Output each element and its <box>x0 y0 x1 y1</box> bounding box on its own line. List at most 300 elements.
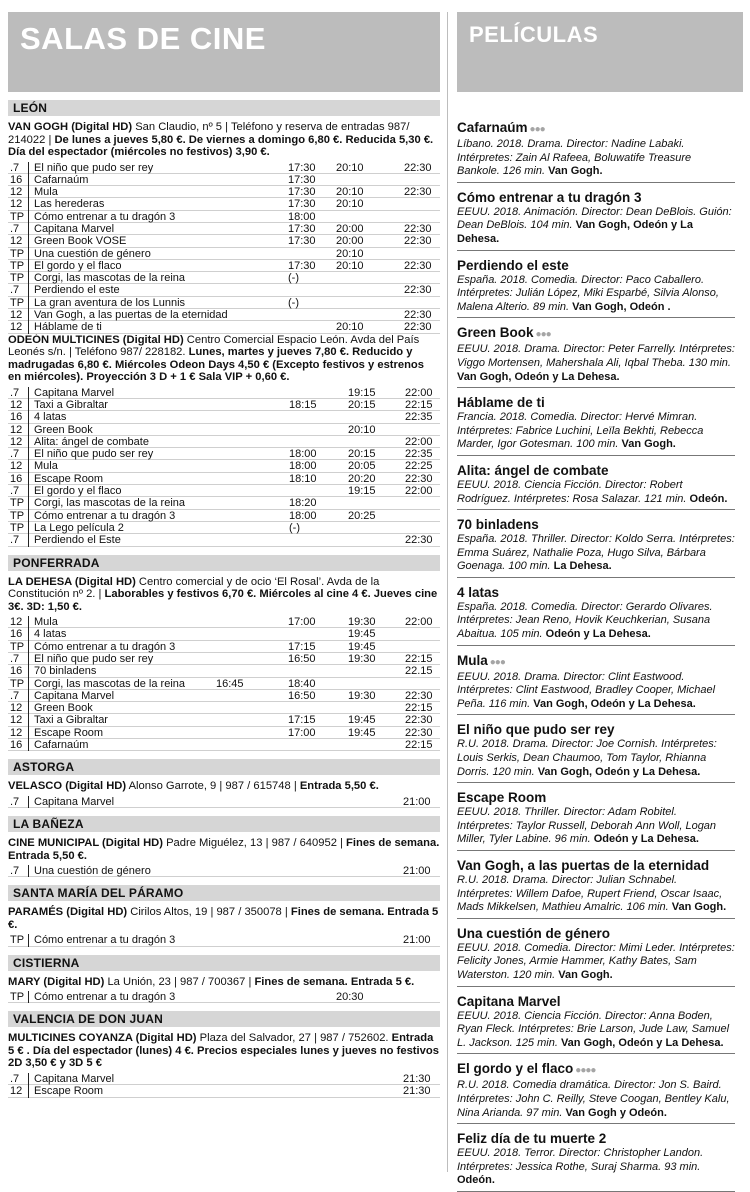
showtime: 22:15 <box>405 652 433 665</box>
showtime: 22:30 <box>404 186 432 199</box>
movie-heading <box>457 1061 735 1079</box>
showtime: 20:25 <box>348 509 376 522</box>
showtime-row <box>8 739 440 751</box>
showtime: 19:45 <box>348 628 376 641</box>
movie-cinemas: Odeón y La Dehesa. <box>593 833 699 846</box>
region-header: PONFERRADA <box>8 555 440 571</box>
showtime: 19:15 <box>348 485 376 498</box>
showtime-row <box>8 186 440 198</box>
showtime: 18:40 <box>288 677 316 690</box>
movie-details: EEUU. 2018. Drama. Director: Peter Farrelly. Intérpretes: Viggo Mortensen, Mahershala Ali, Iqbal Theba. 130 min. <box>457 343 735 369</box>
rating: 12 <box>10 616 23 629</box>
cinema-info <box>8 976 440 989</box>
rating: .7 <box>10 865 20 878</box>
showtime-row <box>8 411 440 423</box>
showtime-row <box>8 934 440 946</box>
showtime: 17:00 <box>288 616 316 629</box>
movie-details: España. 2018. Thriller. Director: Koldo Serra. Intérpretes: Emma Suárez, Nathalie Poza, Hugo Silva, Bárbara Goenaga. 100 min. <box>457 533 735 573</box>
rating: .7 <box>10 222 20 235</box>
movie-heading <box>457 722 735 738</box>
rating: TP <box>10 497 25 510</box>
region-header: SANTA MARÍA DEL PÁRAMO <box>8 885 440 901</box>
showtime: 17:30 <box>288 173 316 186</box>
rating: TP <box>10 509 25 522</box>
movie-title: 70 binladens <box>28 665 96 677</box>
showtime-row <box>8 235 440 247</box>
showtime: 16:50 <box>288 652 316 665</box>
movie-details: Líbano. 2018. Drama. Director: Nadine Labaki. Intérpretes: Zain Al Rafeea, Boluwatife Treasure Bankole. 126 min. <box>457 138 692 178</box>
movie-title: El niño que pudo ser rey <box>28 448 153 460</box>
showtime: 16:45 <box>216 677 244 690</box>
showtime: 17:30 <box>288 235 316 248</box>
showtime-row <box>8 690 440 702</box>
showtime-row <box>8 284 440 296</box>
showtime-row <box>8 497 440 509</box>
cinema-prices: De lunes a jueves 5,80 €. De viernes a domingo 6,80 €. Reducida 5,30 €. Día del espectador (miércoles no festivos) 3,90 €. <box>8 133 434 158</box>
movie-title: Cómo entrenar a tu dragón 3 <box>457 189 642 205</box>
movie-title: El gordo y el flaco <box>457 1061 574 1077</box>
regions-list <box>8 100 440 1098</box>
movie-description <box>457 806 735 847</box>
showtime: 21:00 <box>403 934 431 947</box>
movie-title: Escape Room <box>28 727 103 739</box>
showtime: 20:00 <box>336 235 364 248</box>
showtime: 20:10 <box>336 186 364 199</box>
movie-title: Háblame de ti <box>28 321 102 333</box>
rating: .7 <box>10 485 20 498</box>
showtime-row <box>8 424 440 436</box>
movie-title: Capitana Marvel <box>28 387 114 399</box>
showtime-row <box>8 485 440 497</box>
showtime: 20:10 <box>336 259 364 272</box>
movie-title: Alita: ángel de combate <box>457 462 609 478</box>
showtimes-table <box>8 616 440 751</box>
showtime: 22:30 <box>405 534 433 547</box>
cinema-info <box>8 906 440 931</box>
showtimes-table <box>8 934 440 946</box>
cinemas-banner <box>8 12 440 92</box>
rating: 16 <box>10 173 23 186</box>
movie-title: Green Book <box>28 424 93 436</box>
movie-details: R.U. 2018. Drama. Director: Joe Cornish. Intérpretes: Louis Serkis, Dean Chaumoo, Tom Taylor, Rhianna Dorris. 120 min. <box>457 738 717 778</box>
movie-entry <box>457 1131 735 1192</box>
movie-title: Cómo entrenar a tu dragón 3 <box>28 510 175 522</box>
movie-title: Green Book <box>457 325 534 341</box>
movie-description <box>457 942 735 983</box>
movie-title: 4 latas <box>28 628 66 640</box>
movie-details: EEUU. 2018. Thriller. Director: Adam Robitel. Intérpretes: Taylor Russell, Deborah Ann Woll, Logan Miller, Tyler Labine. 96 min. <box>457 806 717 846</box>
movie-title: Cafarnaúm <box>28 739 88 751</box>
movie-title: Corgi, las mascotas de la reina <box>28 678 185 690</box>
rating: 12 <box>10 423 23 436</box>
rating: TP <box>10 210 25 223</box>
cinemas-title: SALAS DE CINE <box>20 21 266 56</box>
rating: 12 <box>10 398 23 411</box>
movie-entry <box>457 395 735 456</box>
showtime-row <box>8 727 440 739</box>
rating-dots: ●●●● <box>575 1065 596 1077</box>
showtime-row <box>8 534 440 546</box>
showtime: 19:30 <box>348 689 376 702</box>
movie-heading <box>457 258 735 274</box>
movie-heading <box>457 325 735 343</box>
showtime: 22:30 <box>404 321 432 334</box>
showtime-row <box>8 174 440 186</box>
showtime: 20:10 <box>336 321 364 334</box>
movie-cinemas: Van Gogh, Odeón y La Dehesa. <box>533 697 696 710</box>
cinema-address: La Unión, 23 | 987 / 700367 | <box>104 975 255 988</box>
showtimes-table <box>8 796 440 808</box>
rating: TP <box>10 296 25 309</box>
cinema-prices: Laborables y festivos 6,70 €. Miércoles al cine 4 €. Jueves cine 3€. 3D: 1,50 €. <box>8 588 438 613</box>
cinema-info <box>8 837 440 862</box>
showtime-row <box>8 714 440 726</box>
rating-dots: ●●● <box>535 329 551 341</box>
showtime: 21:30 <box>403 1085 431 1098</box>
movie-details: EEUU. 2018. Ciencia Ficción. Director: Anna Boden, Ryan Fleck. Intérpretes: Brie Larson, Jude Law, Samuel L. Jackson. 125 min. <box>457 1009 730 1049</box>
showtime: 20:00 <box>336 222 364 235</box>
movie-title: Mula <box>28 460 58 472</box>
movie-cinemas: Van Gogh, Odeón y La Dehesa. <box>457 370 620 383</box>
rating: .7 <box>10 689 20 702</box>
showtime-row <box>8 211 440 223</box>
rating: .7 <box>10 652 20 665</box>
rating: 12 <box>10 714 23 727</box>
cinema-name: MARY (Digital HD) <box>8 975 105 988</box>
rating: TP <box>10 991 25 1004</box>
showtime-row <box>8 297 440 309</box>
showtime-row <box>8 387 440 399</box>
showtimes-table <box>8 865 440 877</box>
movie-title: Las herederas <box>28 198 104 210</box>
showtime: 20:15 <box>348 448 376 461</box>
showtime-row <box>8 678 440 690</box>
rating: 12 <box>10 1085 23 1098</box>
cinema-prices: Fines de semana. Entrada 5 €. <box>254 975 415 988</box>
showtime-row <box>8 198 440 210</box>
showtime-row <box>8 321 440 333</box>
movie-title: Capitana Marvel <box>457 993 561 1009</box>
showtimes-table <box>8 991 440 1003</box>
movie-title: Van Gogh, a las puertas de la eternidad <box>457 858 710 873</box>
showtime-row <box>8 223 440 235</box>
cinema-info <box>8 576 440 614</box>
movies-column <box>455 12 743 1187</box>
movie-title: Perdiendo el Este <box>28 534 121 546</box>
movie-title: Van Gogh, a las puertas de la eternidad <box>28 309 228 321</box>
showtime-row <box>8 665 440 677</box>
movie-heading <box>457 790 735 806</box>
showtime: 21:00 <box>403 865 431 878</box>
movie-entry <box>457 926 735 987</box>
rating: 12 <box>10 726 23 739</box>
movie-title: Mula <box>457 652 488 668</box>
showtime: 19:15 <box>348 386 376 399</box>
movie-description <box>457 206 735 247</box>
movie-details: Francia. 2018. Comedia. Director: Hervé Mimran. Intérpretes: Fabrice Luchini, Leïla Bekhti, Rebecca Marder, Igor Gotesman. 100 min. <box>457 411 704 451</box>
showtime: 20:10 <box>336 247 364 260</box>
showtime: 19:30 <box>348 652 376 665</box>
movie-description <box>457 671 735 712</box>
rating: .7 <box>10 284 20 297</box>
showtime: 17:15 <box>288 714 316 727</box>
cinema-address: Alonso Garrote, 9 | 987 / 615748 | <box>126 780 300 793</box>
movie-cinemas: Van Gogh. <box>548 165 603 178</box>
cinema-prices: Entrada 5,50 €. <box>299 780 379 793</box>
movie-title: Alita: ángel de combate <box>28 436 149 448</box>
movie-description <box>457 1010 735 1051</box>
movie-cinemas: Odeón. <box>457 1174 495 1187</box>
showtime: 18:00 <box>289 448 317 461</box>
showtime-row <box>8 991 440 1003</box>
rating: .7 <box>10 534 20 547</box>
cinema-address: San Claudio, nº 5 | Teléfono y reserva de entradas 987/ 214022 | <box>8 121 410 146</box>
showtime: 20:10 <box>348 423 376 436</box>
cinema-prices: Lunes, martes y jueves 7,80 €. Reducido y madrugadas 6,80 €. Miércoles Odeon Days 4,50 € (Excepto festivos y estrenos en miércoles). Proyección 3 D + 1 € Sala VIP + 0,60 €. <box>8 346 424 384</box>
movie-title: Cómo entrenar a tu dragón 3 <box>28 934 175 946</box>
cinema-name: ODEÓN MULTICINES (Digital HD) <box>8 333 184 346</box>
movie-heading <box>457 463 735 479</box>
movie-heading <box>457 120 735 138</box>
showtime-row <box>8 865 440 877</box>
movie-title: Capitana Marvel <box>28 690 114 702</box>
showtime: 19:45 <box>348 640 376 653</box>
showtime: 22:30 <box>404 259 432 272</box>
showtimes-table <box>8 387 440 547</box>
movie-title: El niño que pudo ser rey <box>28 653 153 665</box>
movie-title: Capitana Marvel <box>28 1073 114 1085</box>
movie-description <box>457 411 735 452</box>
cinema-prices: Entrada 5 € . Día del espectador (lunes) 4 €. Precios especiales lunes y jueves no festivos 2D 3,50 € y 3D 5 € <box>8 1032 439 1070</box>
showtime: 22:30 <box>405 472 433 485</box>
rating: 16 <box>10 411 23 424</box>
rating: TP <box>10 934 25 947</box>
showtime: 22:30 <box>404 235 432 248</box>
movie-entry <box>457 190 735 251</box>
cinema-name: VELASCO (Digital HD) <box>8 780 127 793</box>
rating: TP <box>10 521 25 534</box>
movie-title: Perdiendo el este <box>457 257 569 273</box>
showtime: 22:30 <box>405 714 433 727</box>
cinema-address: Cirilos Altos, 19 | 987 / 350078 | <box>127 906 291 919</box>
movie-details: EEUU. 2018. Ciencia Ficción. Director: Robert Rodríguez. Intérpretes: Rosa Salazar. 121 min. <box>457 478 690 505</box>
showtime: 19:45 <box>348 714 376 727</box>
showtime-row <box>8 796 440 808</box>
movie-title: El niño que pudo ser rey <box>28 162 153 174</box>
showtime: 20:30 <box>336 991 364 1004</box>
showtime: 17:30 <box>288 222 316 235</box>
cinema-name: VAN GOGH (Digital HD) <box>8 121 133 133</box>
movie-title: Taxi a Gibraltar <box>28 714 108 726</box>
cinema-name: PARAMÉS (Digital HD) <box>8 906 128 919</box>
showtime: 19:30 <box>348 616 376 629</box>
movie-cinemas: Odeón. <box>689 492 728 505</box>
rating: 12 <box>10 309 23 322</box>
movie-title: Capitana Marvel <box>28 223 114 235</box>
movie-cinemas: Van Gogh, Odeón y La Dehesa. <box>457 219 693 245</box>
movie-heading <box>457 653 735 671</box>
showtime: 22:15 <box>405 702 433 715</box>
movie-description <box>457 533 735 574</box>
showtime: 22:15 <box>405 398 433 411</box>
showtime: 22:35 <box>405 448 433 461</box>
movie-title: Feliz día de tu muerte 2 <box>457 1131 607 1147</box>
cinema-name: CINE MUNICIPAL (Digital HD) <box>8 837 163 850</box>
movie-entry <box>457 722 735 783</box>
rating: 16 <box>10 665 23 678</box>
rating-dots: ●●● <box>529 124 545 135</box>
rating: 12 <box>10 321 23 334</box>
showtime-row <box>8 653 440 665</box>
showtime: 18:00 <box>288 210 316 223</box>
movie-title: Escape Room <box>28 1085 103 1097</box>
cinema-address: Centro Comercial Espacio León. Avda del País Leonés s/n. | Teléfono 987/ 228182. <box>8 333 420 359</box>
movie-heading <box>457 926 735 942</box>
movie-entry <box>457 790 735 851</box>
rating: .7 <box>10 161 20 174</box>
movie-title: El gordo y el flaco <box>28 485 121 497</box>
showtime: 18:15 <box>289 398 317 411</box>
showtime-row <box>8 702 440 714</box>
showtime: 20:10 <box>336 161 364 174</box>
movie-description <box>457 738 735 779</box>
cinemas-column <box>8 12 440 1172</box>
movie-title: Una cuestión de género <box>457 925 611 941</box>
movie-details: EEUU. 2018. Animación. Director: Dean DeBlois. Guión: Dean DeBlois. 104 min. <box>457 205 732 232</box>
movie-description <box>457 274 735 315</box>
showtime: 20:05 <box>348 460 376 473</box>
showtime-row <box>8 473 440 485</box>
movie-title: Perdiendo el este <box>28 284 120 296</box>
showtime-row <box>8 616 440 628</box>
showtime: (-) <box>288 296 299 309</box>
movie-description <box>457 479 735 506</box>
showtime-row <box>8 522 440 534</box>
movie-description <box>457 138 735 179</box>
showtime: 22:30 <box>405 726 433 739</box>
movie-cinemas: La Dehesa. <box>553 560 612 573</box>
rating: 12 <box>10 435 23 448</box>
movie-title: 4 latas <box>457 584 500 600</box>
movie-cinemas: Van Gogh. <box>621 438 676 451</box>
region-header: CISTIERNA <box>8 955 440 971</box>
rating-dots: ●●● <box>489 656 505 668</box>
showtime: 18:00 <box>289 509 317 522</box>
showtime-row <box>8 641 440 653</box>
movie-entry <box>457 994 735 1055</box>
movie-heading <box>457 190 735 206</box>
movie-entry <box>457 653 735 716</box>
showtime: 17:30 <box>288 198 316 211</box>
showtime-row <box>8 448 440 460</box>
showtime-row <box>8 309 440 321</box>
showtime: 17:30 <box>288 259 316 272</box>
showtime-row <box>8 399 440 411</box>
showtimes-table <box>8 1073 440 1098</box>
rating: .7 <box>10 448 20 461</box>
movie-description <box>457 1147 735 1188</box>
cinema-address: Plaza del Salvador, 27 | 987 / 752602. <box>196 1032 392 1045</box>
showtime: 19:45 <box>348 726 376 739</box>
movie-heading <box>457 858 735 874</box>
movie-details: R.U. 2018. Drama. Director: Julian Schnabel. Intérpretes: Willem Dafoe, Rupert Friend, Oscar Isaac, Mads Mikkelsen, Mathieu Amalric. 106 min. <box>457 874 723 914</box>
region-header: ASTORGA <box>8 759 440 775</box>
movie-description <box>457 1079 735 1120</box>
movie-details: España. 2018. Comedia. Director: Gerardo Olivares. Intérpretes: Jean Reno, Hovik Keuchkerian, Susana Abaitua. 105 min. <box>457 600 713 641</box>
movie-description <box>457 343 735 384</box>
rating: TP <box>10 640 25 653</box>
rating: 16 <box>10 738 23 751</box>
movie-title: Cómo entrenar a tu dragón 3 <box>28 641 175 653</box>
movie-title: Capitana Marvel <box>28 796 114 808</box>
showtime: 18:20 <box>289 497 317 510</box>
showtime: 22:35 <box>405 411 433 424</box>
region-header: VALENCIA DE DON JUAN <box>8 1011 440 1027</box>
rating: .7 <box>10 386 20 399</box>
showtime-row <box>8 436 440 448</box>
movie-heading <box>457 1131 735 1147</box>
movie-title: Escape Room <box>457 790 547 806</box>
movie-title: La gran aventura de los Lunnis <box>28 297 185 309</box>
rating: TP <box>10 272 25 285</box>
cinema-prices: Fines de semana. Entrada 5,50 €. <box>8 837 440 862</box>
rating: TP <box>10 247 25 260</box>
showtime: 21:00 <box>403 795 431 808</box>
movie-description <box>457 874 735 915</box>
movie-title: Taxi a Gibraltar <box>28 399 108 411</box>
showtime: 18:10 <box>289 472 317 485</box>
movie-details: EEUU. 2018. Terror. Director: Christopher Landon. Intérpretes: Jessica Rothe, Suraj Sharma. 93 min. <box>457 1147 704 1173</box>
movie-entry <box>457 120 735 183</box>
movie-details: EEUU. 2018. Drama. Director: Clint Eastwood. Intérpretes: Clint Eastwood, Bradley Cooper, Michael Peña. 116 min. <box>457 670 716 710</box>
movie-description <box>457 601 735 642</box>
rating: 16 <box>10 472 23 485</box>
movie-details: España. 2018. Comedia. Director: Paco Caballero. Intérpretes: Julián López, Miki Esparbé, Silvia Alonso, Malena Alterio. 89 min. <box>457 273 719 313</box>
movie-heading <box>457 517 735 533</box>
showtime: 20:10 <box>336 198 364 211</box>
movies-title: PELÍCULAS <box>469 22 599 47</box>
showtime: 22.15 <box>405 665 433 678</box>
cinema-info <box>8 780 440 793</box>
showtime: 22:00 <box>405 435 433 448</box>
movie-cinemas: Van Gogh. <box>558 968 613 981</box>
showtime-row <box>8 510 440 522</box>
cinema-info <box>8 121 440 159</box>
movie-title: Green Book <box>28 702 93 714</box>
movie-title: Corgi, las mascotas de la reina <box>28 272 185 284</box>
showtime-row <box>8 248 440 260</box>
showtime-row <box>8 460 440 472</box>
movie-details: R.U. 2018. Comedia dramática. Director: Jon S. Baird. Intérpretes: John C. Reilly, Steve Coogan, Bentley Kalu, Nina Arianda. 97 min. <box>457 1079 730 1119</box>
region-header: LEÓN <box>8 100 440 116</box>
movie-entry <box>457 858 735 919</box>
showtime: 22:30 <box>404 222 432 235</box>
movie-title: Una cuestión de género <box>28 865 151 877</box>
movie-cinemas: Van Gogh, Odeón . <box>572 300 671 313</box>
movie-title: Escape Room <box>28 473 103 485</box>
rating: 12 <box>10 460 23 473</box>
rating: .7 <box>10 795 20 808</box>
movie-title: El niño que pudo ser rey <box>457 722 615 738</box>
movie-title: Mula <box>28 616 58 628</box>
movie-title: 70 binladens <box>457 517 539 533</box>
movie-cinemas: Van Gogh, Odeón y La Dehesa. <box>537 765 701 778</box>
showtime: (-) <box>288 272 299 285</box>
movie-title: Cómo entrenar a tu dragón 3 <box>28 211 175 223</box>
movie-entry <box>457 517 735 578</box>
cinema-info <box>8 334 440 384</box>
showtime: 21:30 <box>403 1072 431 1085</box>
